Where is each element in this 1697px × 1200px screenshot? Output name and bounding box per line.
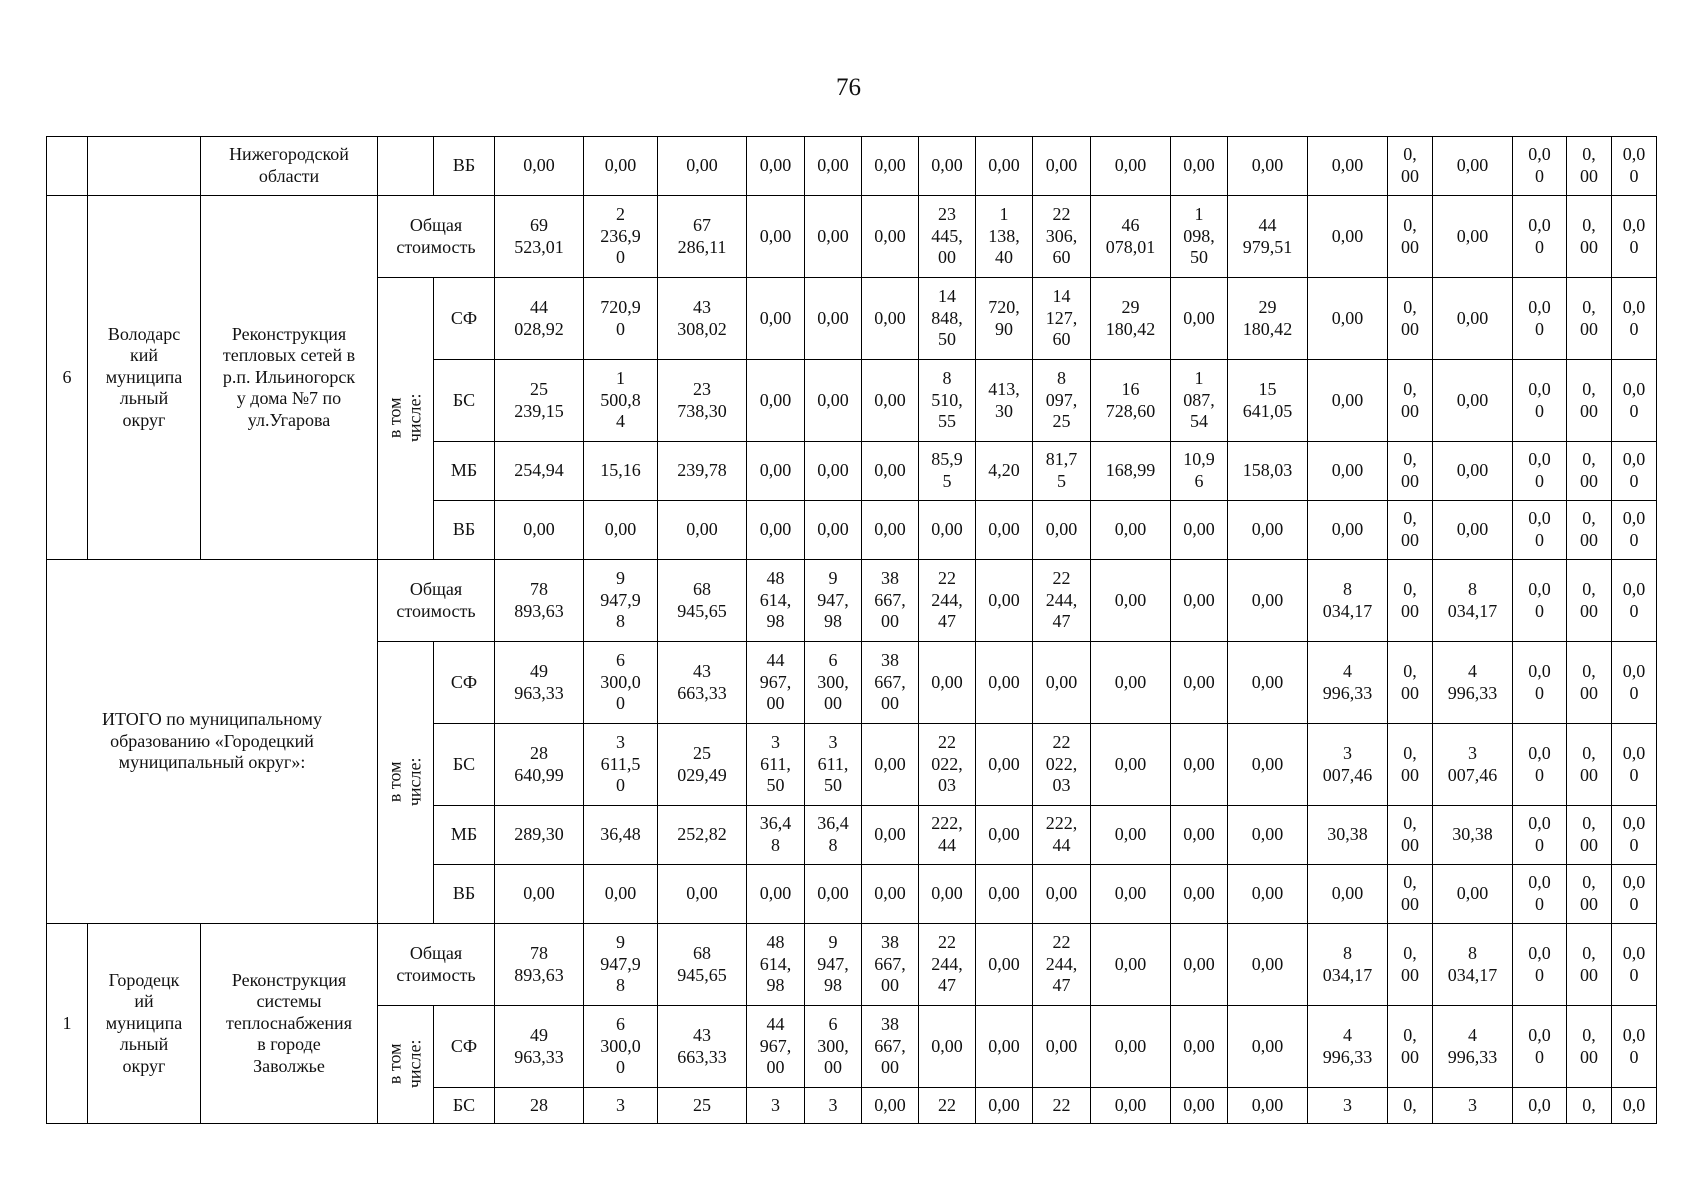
value-cell: 1 087, 54 (1171, 360, 1228, 442)
value-cell: 0,00 (495, 501, 584, 560)
value-cell: 22 (919, 1088, 976, 1124)
value-cell: 0,00 (1433, 442, 1513, 501)
value-cell: 0, 00 (1388, 865, 1433, 924)
funding-source-label: ВБ (434, 137, 495, 196)
value-cell: 0,0 0 (1612, 137, 1657, 196)
funding-source-label: СФ (434, 278, 495, 360)
value-cell: 0, 00 (1388, 360, 1433, 442)
value-cell: 1 138, 40 (976, 196, 1033, 278)
value-cell: 0,00 (1171, 1088, 1228, 1124)
value-cell: 0,00 (1091, 560, 1171, 642)
value-cell: 14 848, 50 (919, 278, 976, 360)
value-cell: 49 963,33 (495, 1006, 584, 1088)
value-cell: 0,00 (1033, 1006, 1091, 1088)
value-cell: 9 947, 98 (805, 924, 862, 1006)
value-cell: 0,0 0 (1513, 278, 1567, 360)
value-cell: 22 244, 47 (919, 560, 976, 642)
value-cell: 0,00 (1228, 501, 1308, 560)
project-name: Реконструкция системы теплоснабжения в городе Заволжье (201, 924, 378, 1124)
value-cell: 38 667, 00 (862, 924, 919, 1006)
value-cell: 0,00 (1171, 806, 1228, 865)
funding-source-label: ВБ (434, 501, 495, 560)
value-cell: 0,00 (1091, 865, 1171, 924)
value-cell: 3 611, 50 (805, 724, 862, 806)
value-cell: 0, 00 (1388, 442, 1433, 501)
value-cell: 0,00 (805, 501, 862, 560)
funding-source-label: БС (434, 360, 495, 442)
value-cell: 49 963,33 (495, 642, 584, 724)
value-cell: 0,0 0 (1612, 360, 1657, 442)
value-cell: 9 947,9 8 (584, 924, 658, 1006)
value-cell: 0,00 (805, 196, 862, 278)
value-cell: 25 029,49 (658, 724, 747, 806)
value-cell: 0,00 (862, 360, 919, 442)
value-cell: 0,00 (1091, 1006, 1171, 1088)
row-number: 1 (47, 924, 88, 1124)
value-cell: 0,0 0 (1513, 1006, 1567, 1088)
value-cell: 9 947, 98 (805, 560, 862, 642)
funding-source-label: МБ (434, 806, 495, 865)
value-cell: 0,0 0 (1513, 724, 1567, 806)
value-cell: 0, 00 (1567, 806, 1612, 865)
subdivision-cell (378, 137, 434, 196)
funding-source-label: БС (434, 1088, 495, 1124)
value-cell: 0,00 (747, 442, 805, 501)
value-cell: 3 007,46 (1433, 724, 1513, 806)
value-cell: 0,00 (1228, 560, 1308, 642)
value-cell: 15,16 (584, 442, 658, 501)
value-cell: 0,00 (976, 724, 1033, 806)
total-cost-label: Общая стоимость (378, 924, 495, 1006)
value-cell: 0,00 (1171, 137, 1228, 196)
value-cell: 0,00 (1228, 1006, 1308, 1088)
value-cell: 0,0 0 (1513, 137, 1567, 196)
value-cell: 36,48 (584, 806, 658, 865)
value-cell: 0,00 (976, 642, 1033, 724)
value-cell: 0,00 (584, 501, 658, 560)
value-cell: 0,00 (1308, 865, 1388, 924)
value-cell: 0,00 (1228, 1088, 1308, 1124)
value-cell: 0,00 (1308, 360, 1388, 442)
value-cell: 0,0 0 (1513, 442, 1567, 501)
value-cell: 0,0 0 (1612, 642, 1657, 724)
project-name: Реконструкция тепловых сетей в р.п. Ильиногорск у дома №7 по ул.Угарова (201, 196, 378, 560)
value-cell: 22 244, 47 (1033, 924, 1091, 1006)
value-cell: 25 (658, 1088, 747, 1124)
value-cell: 0,00 (1091, 137, 1171, 196)
value-cell: 78 893,63 (495, 560, 584, 642)
value-cell: 0,00 (1033, 137, 1091, 196)
value-cell: 0,00 (747, 278, 805, 360)
value-cell: 0,00 (919, 501, 976, 560)
value-cell: 0, 00 (1388, 642, 1433, 724)
value-cell: 0,0 0 (1513, 501, 1567, 560)
value-cell: 0,00 (862, 724, 919, 806)
value-cell: 0,0 0 (1612, 278, 1657, 360)
value-cell: 81,7 5 (1033, 442, 1091, 501)
value-cell: 3 (1308, 1088, 1388, 1124)
funding-source-label: СФ (434, 1006, 495, 1088)
value-cell: 0,0 0 (1612, 724, 1657, 806)
value-cell: 0,00 (1433, 360, 1513, 442)
value-cell: 0,0 0 (1612, 806, 1657, 865)
value-cell: 0,00 (862, 1088, 919, 1124)
value-cell: 0, 00 (1567, 360, 1612, 442)
municipality-cell: Володарс кий муниципа льный округ (88, 196, 201, 560)
value-cell: 0,0 0 (1513, 642, 1567, 724)
value-cell: 289,30 (495, 806, 584, 865)
value-cell: 46 078,01 (1091, 196, 1171, 278)
value-cell: 0,00 (1433, 865, 1513, 924)
value-cell: 0,00 (862, 137, 919, 196)
value-cell: 0,00 (1433, 196, 1513, 278)
value-cell: 0, 00 (1567, 442, 1612, 501)
including-label-text: в том числе: (384, 393, 425, 443)
value-cell: 0,00 (976, 1088, 1033, 1124)
value-cell: 85,9 5 (919, 442, 976, 501)
value-cell: 0, 00 (1388, 278, 1433, 360)
value-cell: 0,0 0 (1513, 924, 1567, 1006)
including-label (378, 278, 434, 560)
value-cell: 4,20 (976, 442, 1033, 501)
value-cell: 0,00 (1171, 560, 1228, 642)
value-cell: 3 007,46 (1308, 724, 1388, 806)
value-cell: 22 (1033, 1088, 1091, 1124)
value-cell: 0,00 (1228, 865, 1308, 924)
value-cell: 0,00 (1171, 924, 1228, 1006)
value-cell: 0, 00 (1567, 724, 1612, 806)
value-cell: 0,00 (862, 865, 919, 924)
value-cell: 0, 00 (1388, 1006, 1433, 1088)
value-cell: 68 945,65 (658, 924, 747, 1006)
value-cell: 0,00 (976, 924, 1033, 1006)
funding-source-label: СФ (434, 642, 495, 724)
value-cell: 0,00 (862, 501, 919, 560)
value-cell: 10,9 6 (1171, 442, 1228, 501)
value-cell: 158,03 (1228, 442, 1308, 501)
value-cell: 67 286,11 (658, 196, 747, 278)
value-cell: 8 097, 25 (1033, 360, 1091, 442)
including-label (378, 1006, 434, 1124)
value-cell: 48 614, 98 (747, 560, 805, 642)
value-cell: 0,00 (1091, 501, 1171, 560)
value-cell: 0,00 (1033, 642, 1091, 724)
value-cell: 0,00 (658, 501, 747, 560)
value-cell: 0,00 (1171, 1006, 1228, 1088)
funding-source-label: МБ (434, 442, 495, 501)
value-cell: 0,0 0 (1513, 865, 1567, 924)
value-cell: 0,00 (1308, 442, 1388, 501)
value-cell: 0,00 (862, 196, 919, 278)
value-cell: 0,0 0 (1612, 865, 1657, 924)
municipality-cell (88, 137, 201, 196)
value-cell: 222, 44 (919, 806, 976, 865)
value-cell: 0,0 0 (1612, 442, 1657, 501)
table-row (47, 137, 1657, 196)
value-cell: 222, 44 (1033, 806, 1091, 865)
value-cell: 0,0 0 (1612, 196, 1657, 278)
value-cell: 43 663,33 (658, 1006, 747, 1088)
value-cell: 0,00 (747, 865, 805, 924)
value-cell: 23 445, 00 (919, 196, 976, 278)
value-cell: 0, 00 (1388, 724, 1433, 806)
value-cell: 0,00 (584, 865, 658, 924)
value-cell: 0,00 (495, 137, 584, 196)
total-cost-label: Общая стоимость (378, 560, 495, 642)
including-label-text: в том числе: (384, 757, 425, 807)
value-cell: 9 947,9 8 (584, 560, 658, 642)
value-cell: 44 979,51 (1228, 196, 1308, 278)
value-cell: 44 028,92 (495, 278, 584, 360)
budget-table (46, 136, 1657, 1124)
value-cell: 29 180,42 (1091, 278, 1171, 360)
value-cell: 0,00 (805, 137, 862, 196)
value-cell: 0,00 (1228, 724, 1308, 806)
value-cell: 30,38 (1308, 806, 1388, 865)
value-cell: 0,00 (747, 196, 805, 278)
value-cell: 28 640,99 (495, 724, 584, 806)
value-cell: 0,00 (658, 865, 747, 924)
value-cell: 6 300,0 0 (584, 642, 658, 724)
value-cell: 0,00 (1033, 865, 1091, 924)
table-row (47, 924, 1657, 1006)
value-cell: 0,00 (1228, 137, 1308, 196)
value-cell: 4 996,33 (1433, 642, 1513, 724)
municipal-total-label: ИТОГО по муниципальному образованию «Городецкий муниципальный округ»: (47, 560, 378, 924)
value-cell: 38 667, 00 (862, 560, 919, 642)
funding-source-label: ВБ (434, 865, 495, 924)
value-cell: 4 996,33 (1308, 642, 1388, 724)
value-cell: 4 996,33 (1433, 1006, 1513, 1088)
value-cell: 3 (1433, 1088, 1513, 1124)
value-cell: 0,00 (1308, 501, 1388, 560)
value-cell: 0,00 (747, 137, 805, 196)
value-cell: 0, (1567, 1088, 1612, 1124)
value-cell: 0,00 (1308, 278, 1388, 360)
value-cell: 43 308,02 (658, 278, 747, 360)
value-cell: 0,00 (1171, 724, 1228, 806)
value-cell: 720, 90 (976, 278, 1033, 360)
value-cell: 8 034,17 (1433, 924, 1513, 1006)
municipality-cell: Городецк ий муниципа льный округ (88, 924, 201, 1124)
value-cell: 254,94 (495, 442, 584, 501)
value-cell: 8 510, 55 (919, 360, 976, 442)
value-cell: 0,00 (1091, 724, 1171, 806)
value-cell: 14 127, 60 (1033, 278, 1091, 360)
value-cell: 38 667, 00 (862, 642, 919, 724)
value-cell: 43 663,33 (658, 642, 747, 724)
value-cell: 0, 00 (1388, 924, 1433, 1006)
value-cell: 8 034,17 (1308, 560, 1388, 642)
value-cell: 69 523,01 (495, 196, 584, 278)
value-cell: 0,00 (919, 642, 976, 724)
value-cell: 44 967, 00 (747, 642, 805, 724)
value-cell: 0,00 (584, 137, 658, 196)
value-cell: 29 180,42 (1228, 278, 1308, 360)
value-cell: 0,0 0 (1612, 501, 1657, 560)
value-cell: 0,00 (805, 278, 862, 360)
value-cell: 2 236,9 0 (584, 196, 658, 278)
value-cell: 0, 00 (1388, 560, 1433, 642)
value-cell: 0,00 (1171, 865, 1228, 924)
value-cell: 44 967, 00 (747, 1006, 805, 1088)
value-cell: 0,00 (1091, 1088, 1171, 1124)
value-cell: 8 034,17 (1433, 560, 1513, 642)
value-cell: 68 945,65 (658, 560, 747, 642)
table-row (47, 560, 1657, 642)
value-cell: 0,00 (805, 360, 862, 442)
value-cell: 0,0 0 (1513, 360, 1567, 442)
value-cell: 3 611,5 0 (584, 724, 658, 806)
value-cell: 23 738,30 (658, 360, 747, 442)
value-cell: 0,00 (1091, 806, 1171, 865)
value-cell: 0,0 (1513, 1088, 1567, 1124)
value-cell: 0,00 (1228, 924, 1308, 1006)
value-cell: 0,00 (1033, 501, 1091, 560)
value-cell: 0,0 0 (1513, 560, 1567, 642)
value-cell: 0,00 (658, 137, 747, 196)
value-cell: 0,00 (1228, 806, 1308, 865)
value-cell: 6 300,0 0 (584, 1006, 658, 1088)
value-cell: 16 728,60 (1091, 360, 1171, 442)
value-cell: 0,00 (919, 137, 976, 196)
value-cell: 0,00 (747, 501, 805, 560)
value-cell: 0, 00 (1567, 560, 1612, 642)
value-cell: 0,00 (976, 1006, 1033, 1088)
value-cell: 38 667, 00 (862, 1006, 919, 1088)
value-cell: 0, 00 (1388, 137, 1433, 196)
value-cell: 15 641,05 (1228, 360, 1308, 442)
value-cell: 0,00 (919, 1006, 976, 1088)
value-cell: 6 300, 00 (805, 1006, 862, 1088)
region-continuation: Нижегородской области (201, 137, 378, 196)
value-cell: 22 244, 47 (919, 924, 976, 1006)
value-cell: 720,9 0 (584, 278, 658, 360)
value-cell: 0,00 (747, 360, 805, 442)
value-cell: 0,0 0 (1513, 196, 1567, 278)
value-cell: 3 611, 50 (747, 724, 805, 806)
value-cell: 78 893,63 (495, 924, 584, 1006)
value-cell: 0,00 (1171, 278, 1228, 360)
value-cell: 0,0 (1612, 1088, 1657, 1124)
value-cell: 0, 00 (1567, 196, 1612, 278)
value-cell: 3 (747, 1088, 805, 1124)
value-cell: 0, 00 (1567, 924, 1612, 1006)
value-cell: 0, 00 (1388, 196, 1433, 278)
value-cell: 0,00 (1228, 642, 1308, 724)
value-cell: 0,00 (976, 560, 1033, 642)
value-cell: 0,00 (1171, 642, 1228, 724)
value-cell: 3 (584, 1088, 658, 1124)
value-cell: 0, 00 (1567, 865, 1612, 924)
row-number: 6 (47, 196, 88, 560)
value-cell: 3 (805, 1088, 862, 1124)
including-label-text: в том числе: (384, 1039, 425, 1089)
value-cell: 0, 00 (1567, 137, 1612, 196)
value-cell: 6 300, 00 (805, 642, 862, 724)
value-cell: 0,00 (805, 865, 862, 924)
row-number (47, 137, 88, 196)
value-cell: 413, 30 (976, 360, 1033, 442)
value-cell: 0,0 0 (1513, 806, 1567, 865)
value-cell: 0,00 (919, 865, 976, 924)
value-cell: 0,00 (862, 278, 919, 360)
value-cell: 25 239,15 (495, 360, 584, 442)
value-cell: 22 244, 47 (1033, 560, 1091, 642)
value-cell: 36,4 8 (747, 806, 805, 865)
value-cell: 0, 00 (1567, 278, 1612, 360)
value-cell: 0, 00 (1388, 806, 1433, 865)
value-cell: 0,00 (1308, 196, 1388, 278)
including-label (378, 642, 434, 924)
value-cell: 0, 00 (1567, 1006, 1612, 1088)
value-cell: 1 098, 50 (1171, 196, 1228, 278)
value-cell: 0,00 (1433, 501, 1513, 560)
value-cell: 0,00 (1171, 501, 1228, 560)
value-cell: 8 034,17 (1308, 924, 1388, 1006)
value-cell: 0,0 0 (1612, 1006, 1657, 1088)
total-cost-label: Общая стоимость (378, 196, 495, 278)
value-cell: 22 022, 03 (919, 724, 976, 806)
value-cell: 0,00 (862, 806, 919, 865)
value-cell: 0, 00 (1567, 642, 1612, 724)
value-cell: 168,99 (1091, 442, 1171, 501)
value-cell: 28 (495, 1088, 584, 1124)
value-cell: 0, 00 (1567, 501, 1612, 560)
value-cell: 0, (1388, 1088, 1433, 1124)
value-cell: 0,00 (976, 501, 1033, 560)
value-cell: 0,00 (495, 865, 584, 924)
value-cell: 0,00 (1308, 137, 1388, 196)
value-cell: 22 306, 60 (1033, 196, 1091, 278)
value-cell: 0, 00 (1388, 501, 1433, 560)
value-cell: 252,82 (658, 806, 747, 865)
value-cell: 0,00 (976, 865, 1033, 924)
value-cell: 0,00 (1091, 924, 1171, 1006)
value-cell: 0,00 (862, 442, 919, 501)
value-cell: 0,00 (805, 442, 862, 501)
value-cell: 48 614, 98 (747, 924, 805, 1006)
value-cell: 0,0 0 (1612, 560, 1657, 642)
value-cell: 4 996,33 (1308, 1006, 1388, 1088)
table-row (47, 196, 1657, 278)
value-cell: 30,38 (1433, 806, 1513, 865)
value-cell: 22 022, 03 (1033, 724, 1091, 806)
value-cell: 0,00 (1433, 278, 1513, 360)
value-cell: 0,00 (976, 137, 1033, 196)
value-cell: 0,00 (976, 806, 1033, 865)
value-cell: 0,00 (1091, 642, 1171, 724)
page-number: 76 (836, 74, 861, 101)
funding-source-label: БС (434, 724, 495, 806)
value-cell: 0,00 (1433, 137, 1513, 196)
value-cell: 0,0 0 (1612, 924, 1657, 1006)
value-cell: 36,4 8 (805, 806, 862, 865)
value-cell: 1 500,8 4 (584, 360, 658, 442)
value-cell: 239,78 (658, 442, 747, 501)
